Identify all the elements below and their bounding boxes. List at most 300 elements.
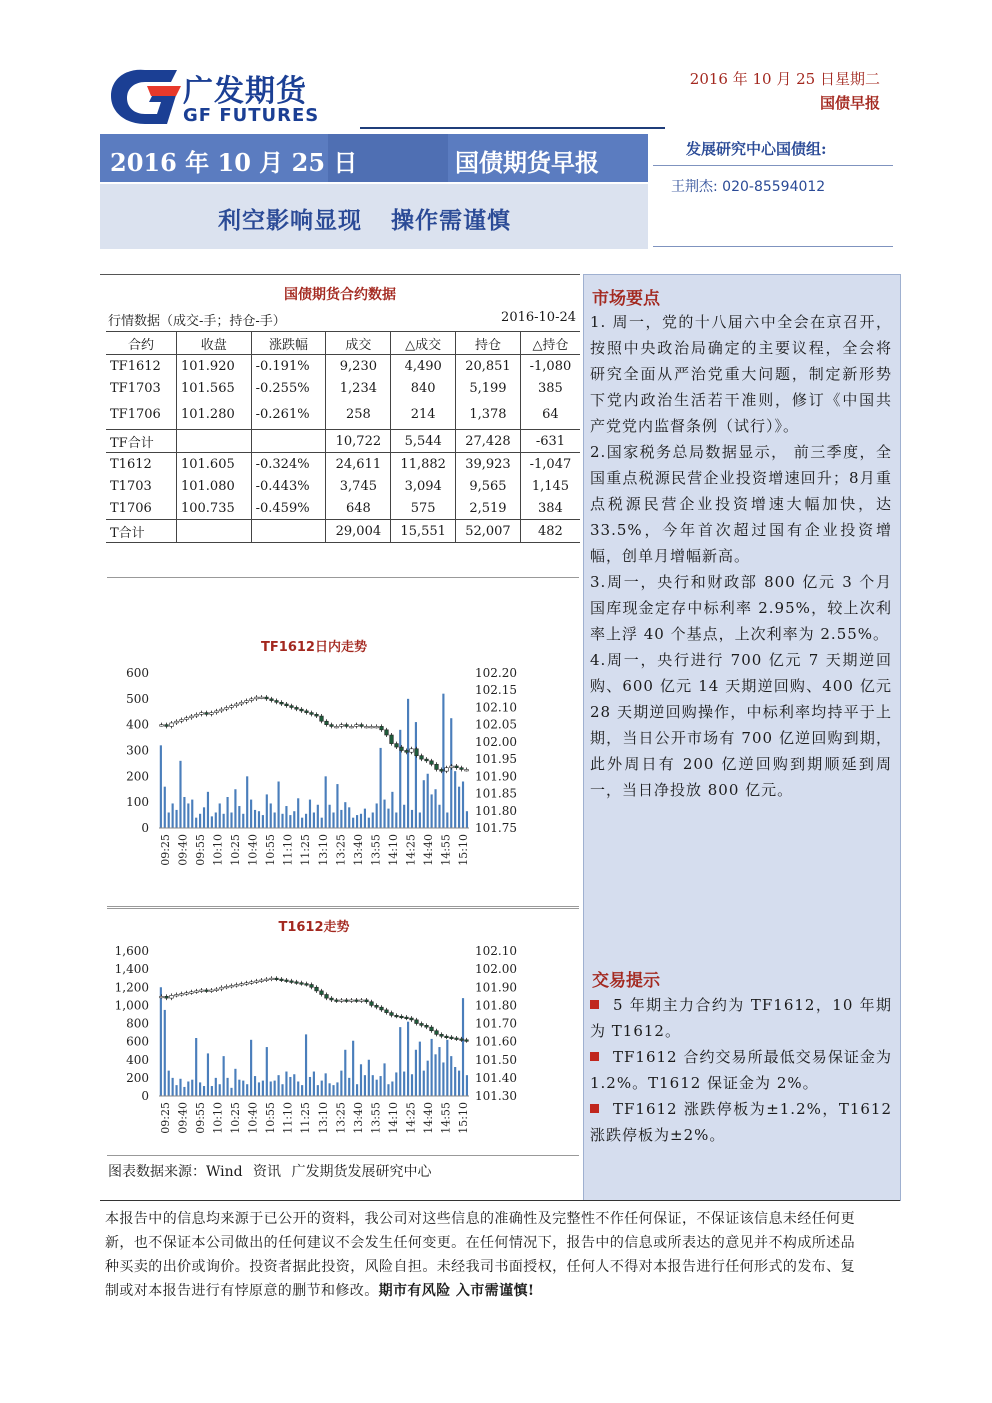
volume-bar xyxy=(442,694,444,828)
volume-bar xyxy=(262,815,264,828)
price-candle xyxy=(410,1018,414,1020)
volume-bar xyxy=(179,761,181,828)
volume-bar xyxy=(309,800,311,828)
price-candle xyxy=(425,1025,429,1027)
tips-list xyxy=(590,992,892,1148)
table-cell: 101.080 xyxy=(176,475,251,497)
x-tick-label: 11:25 xyxy=(299,834,313,866)
table-cell: 29,004 xyxy=(326,520,391,543)
price-candle xyxy=(355,725,359,727)
volume-bar xyxy=(336,1082,338,1096)
y-right-tick-label: 101.75 xyxy=(475,821,517,835)
price-candle xyxy=(445,768,449,771)
volume-bar xyxy=(242,1081,244,1096)
volume-bar xyxy=(434,1054,436,1096)
volume-bar xyxy=(160,745,162,828)
table-cell: -0.255% xyxy=(251,377,326,399)
x-tick-label: 13:25 xyxy=(334,834,348,866)
price-candle xyxy=(215,989,219,991)
y-right-tick-label: 101.95 xyxy=(475,752,517,767)
table-cell: 1,378 xyxy=(456,399,521,430)
volume-bar xyxy=(466,811,468,828)
price-candle xyxy=(420,1024,424,1026)
price-candle xyxy=(240,702,244,704)
volume-bar xyxy=(160,987,162,1096)
volume-bar xyxy=(203,807,205,828)
volume-bar xyxy=(281,1084,283,1096)
price-candle xyxy=(430,761,434,764)
price-candle xyxy=(210,990,214,992)
col-header: 收盘 xyxy=(176,332,251,355)
table-row xyxy=(106,497,580,520)
volume-bar xyxy=(364,1075,366,1096)
volume-bar xyxy=(242,814,244,828)
volume-bar xyxy=(313,813,315,829)
research-team: 发展研究中心国债组: xyxy=(686,140,827,158)
price-candle xyxy=(390,1013,394,1016)
x-tick-label: 14:40 xyxy=(421,1102,435,1134)
volume-bar xyxy=(411,1074,413,1096)
volume-bar xyxy=(172,1078,174,1096)
volume-bar xyxy=(407,1022,409,1096)
volume-bar xyxy=(172,803,174,828)
volume-bar xyxy=(391,792,393,828)
price-candle xyxy=(355,1000,359,1002)
price-candle xyxy=(225,986,229,988)
table-cell: 100.735 xyxy=(176,497,251,520)
volume-bar xyxy=(191,1080,193,1096)
price-candle xyxy=(220,987,224,989)
price-candle xyxy=(250,699,254,701)
volume-bar xyxy=(438,1047,440,1096)
volume-bar xyxy=(321,1081,323,1096)
table-cell: 840 xyxy=(391,377,456,399)
volume-bar xyxy=(372,1075,374,1096)
volume-bar xyxy=(238,806,240,828)
table-cell: 482 xyxy=(520,520,580,543)
price-candle xyxy=(330,725,334,727)
volume-bar xyxy=(258,1082,260,1096)
volume-bar xyxy=(340,1071,342,1096)
price-candle xyxy=(165,725,169,727)
volume-bar xyxy=(223,814,225,828)
price-candle xyxy=(305,984,309,986)
price-candle xyxy=(345,1000,349,1002)
price-candle xyxy=(275,978,279,980)
table-cell: 4,490 xyxy=(391,355,456,378)
price-candle xyxy=(455,766,459,768)
table-meta-date: 2016-10-24 xyxy=(501,310,576,325)
price-candle xyxy=(215,711,219,713)
table-cell: TF1703 xyxy=(110,380,161,396)
volume-bar xyxy=(195,818,197,828)
table-row xyxy=(106,453,580,476)
brand-name-cn: 广发期货 xyxy=(183,74,307,109)
y-left-tick-label: 400 xyxy=(126,1052,149,1067)
bullet-square-icon xyxy=(590,1104,599,1113)
y-right-tick-label: 101.30 xyxy=(475,1089,517,1103)
price-candle xyxy=(260,697,264,699)
volume-bar xyxy=(301,818,303,828)
price-candle xyxy=(170,995,174,998)
volume-bar xyxy=(368,818,370,828)
volume-bar xyxy=(376,1080,378,1096)
x-tick-label: 15:10 xyxy=(457,1102,470,1134)
chart-tf1612 xyxy=(107,578,579,906)
price-candle xyxy=(455,1038,459,1040)
table-cell: -1,047 xyxy=(520,453,580,476)
y-right-tick-label: 102.15 xyxy=(475,683,517,698)
x-tick-label: 10:55 xyxy=(264,834,278,866)
volume-bar xyxy=(187,1082,189,1097)
price-candle xyxy=(335,726,339,728)
volume-bar xyxy=(325,1073,327,1096)
x-tick-label: 10:25 xyxy=(229,834,243,866)
price-candle xyxy=(160,996,164,998)
chart-tf1612-box xyxy=(107,577,579,907)
volume-bar xyxy=(360,814,362,828)
volume-bar xyxy=(297,798,299,828)
volume-bar xyxy=(317,1085,319,1096)
x-tick-label: 14:10 xyxy=(386,834,400,866)
table-cell: 9,230 xyxy=(326,355,391,378)
price-candle xyxy=(325,995,329,999)
volume-bar xyxy=(238,1080,240,1096)
y-right-tick-label: 101.80 xyxy=(475,803,517,818)
price-candle xyxy=(450,766,454,768)
table-cell: -0.191% xyxy=(251,355,326,378)
volume-bar xyxy=(372,813,374,829)
volume-bar xyxy=(391,1082,393,1097)
y-left-tick-label: 200 xyxy=(126,769,149,784)
disclaimer xyxy=(105,1207,855,1303)
y-right-tick-label: 101.90 xyxy=(475,769,517,784)
col-header: 持仓 xyxy=(456,332,521,355)
volume-bar xyxy=(403,805,405,828)
y-left-tick-label: 1,000 xyxy=(114,998,149,1013)
col-header: 合约 xyxy=(106,332,176,355)
price-candle xyxy=(395,1015,399,1017)
volume-bar xyxy=(329,1083,331,1096)
chart-source: 图表数据来源：Wind 资讯 广发期货发展研究中心 xyxy=(108,1164,432,1180)
volume-bar xyxy=(305,1034,307,1096)
volume-bar xyxy=(289,815,291,828)
volume-bar xyxy=(258,811,260,828)
price-candle xyxy=(400,1016,404,1018)
volume-bar xyxy=(419,813,421,829)
volume-bar xyxy=(195,1038,197,1096)
header-rule xyxy=(360,127,665,129)
price-candle xyxy=(255,697,259,699)
volume-bar xyxy=(183,797,185,828)
volume-bar xyxy=(219,803,221,828)
table-cell: -1,080 xyxy=(520,355,580,378)
table-meta xyxy=(108,310,578,329)
price-candle xyxy=(285,704,289,706)
table-cell xyxy=(251,520,326,543)
volume-bar xyxy=(466,1075,468,1096)
price-candle xyxy=(360,1000,364,1002)
price-candle xyxy=(420,756,424,759)
volume-bar xyxy=(442,1062,444,1096)
volume-bar xyxy=(183,1087,185,1096)
y-right-tick-label: 101.60 xyxy=(475,1034,517,1049)
volume-bar xyxy=(226,1078,228,1096)
y-right-tick-label: 101.70 xyxy=(475,1016,517,1031)
volume-bar xyxy=(219,1084,221,1096)
col-header: 成交 xyxy=(326,332,391,355)
contract-table xyxy=(106,331,580,543)
table-cell: 1,145 xyxy=(520,475,580,497)
table-header-row xyxy=(106,332,580,355)
y-left-tick-label: 800 xyxy=(126,1016,149,1031)
price-candle xyxy=(265,979,269,981)
y-right-tick-label: 101.85 xyxy=(475,786,517,801)
table-cell: 5,544 xyxy=(391,430,456,453)
volume-bar xyxy=(175,1085,177,1096)
y-right-tick-label: 102.20 xyxy=(475,666,517,680)
x-tick-label: 10:10 xyxy=(211,1102,225,1134)
volume-bar xyxy=(254,810,256,828)
volume-bar xyxy=(329,805,331,828)
table-row xyxy=(106,377,580,399)
volume-bar xyxy=(230,813,232,829)
volume-bar xyxy=(434,789,436,828)
price-candle xyxy=(180,994,184,996)
volume-bar xyxy=(458,1071,460,1096)
volume-bar xyxy=(348,1078,350,1096)
volume-bar xyxy=(274,1081,276,1096)
x-tick-label: 09:55 xyxy=(194,1102,208,1134)
volume-bar xyxy=(450,1056,452,1096)
brand-name-en: GF FUTURES xyxy=(183,105,320,126)
volume-bar xyxy=(383,1063,385,1096)
volume-bar xyxy=(301,1085,303,1096)
volume-bar xyxy=(462,998,464,1096)
y-left-tick-label: 400 xyxy=(126,717,149,732)
volume-bar xyxy=(399,1027,401,1096)
price-candle xyxy=(325,721,329,724)
price-candle xyxy=(450,1037,454,1039)
tip-item xyxy=(590,992,892,1044)
table-cell: 39,923 xyxy=(456,453,521,476)
price-candle xyxy=(375,726,379,728)
volume-bar xyxy=(215,1078,217,1096)
x-tick-label: 13:10 xyxy=(316,1102,330,1134)
tip-text: TF1612 涨跌停板为±1.2%，T1612 涨跌停板为±2%。 xyxy=(590,1100,892,1144)
table-cell: 15,551 xyxy=(391,520,456,543)
volume-bar xyxy=(395,1072,397,1096)
volume-bar xyxy=(168,1071,170,1096)
volume-bar xyxy=(289,1077,291,1096)
volume-bar xyxy=(199,814,201,828)
table-row xyxy=(106,355,580,378)
price-candle xyxy=(265,697,269,699)
price-candle xyxy=(280,702,284,704)
price-candle xyxy=(235,704,239,706)
price-candle xyxy=(205,713,209,715)
volume-bar xyxy=(427,774,429,828)
chart-title: TF1612日内走势 xyxy=(261,640,367,655)
volume-bar xyxy=(285,1072,287,1096)
volume-bar xyxy=(175,810,177,828)
price-candle xyxy=(440,769,444,771)
price-candle xyxy=(175,721,179,723)
price-candle xyxy=(350,726,354,728)
volume-bar xyxy=(211,1086,213,1096)
volume-bar xyxy=(415,1050,417,1096)
y-right-tick-label: 102.10 xyxy=(475,944,517,958)
price-candle xyxy=(205,990,209,992)
volume-bar xyxy=(368,1060,370,1096)
price-candle xyxy=(340,725,344,727)
price-candle xyxy=(200,713,204,715)
price-candle xyxy=(400,747,404,750)
price-candle xyxy=(430,1027,434,1031)
volume-bar xyxy=(215,813,217,829)
price-candle xyxy=(170,723,174,726)
volume-bar xyxy=(395,813,397,829)
price-candle xyxy=(315,987,319,991)
volume-bar xyxy=(376,803,378,828)
table-cell: 101.605 xyxy=(176,453,251,476)
volume-bar xyxy=(454,1067,456,1096)
price-candle xyxy=(275,701,279,703)
report-title: 国债期货早报 xyxy=(455,148,599,177)
volume-bar xyxy=(321,818,323,828)
table-cell: T合计 xyxy=(106,520,176,543)
volume-bar xyxy=(234,1069,236,1096)
y-right-tick-label: 102.05 xyxy=(475,717,517,732)
volume-bar xyxy=(250,1040,252,1096)
market-title: 市场要点 xyxy=(592,289,660,309)
table-cell: 101.280 xyxy=(176,399,251,430)
price-candle xyxy=(285,980,289,982)
volume-bar xyxy=(332,813,334,829)
price-candle xyxy=(290,706,294,708)
table-cell: 2,519 xyxy=(456,497,521,520)
disclaimer-rule xyxy=(100,1200,900,1201)
tip-item xyxy=(590,1044,892,1096)
table-cell: 20,851 xyxy=(456,355,521,378)
table-cell: T1703 xyxy=(110,478,152,494)
volume-bar xyxy=(270,1082,272,1097)
market-point: 1. 周一，党的十八届六中全会在京召开，按照中央政治局确定的主要议程，全会将研究全面从严治党重大问题，制定新形势下党内政治生活若干准则，修订《中国共产党党内监督条例（试行）》。 xyxy=(590,313,892,435)
volume-bar xyxy=(207,1053,209,1096)
volume-bar xyxy=(281,814,283,828)
price-candle xyxy=(190,992,194,994)
price-candle xyxy=(240,984,244,986)
price-candle xyxy=(175,995,179,997)
market-point: 4.周一，央行进行 700 亿元 7 天期逆回购、600 亿元 14 天期逆回购、400 亿元 28 天期逆回购操作，中标利率均持平于上期，当日公开市场有 700 亿逆回购到期，此外周日有 200 亿逆回购到期顺延到周一，当日净投放 800 亿元。 xyxy=(590,651,892,799)
price-candle xyxy=(465,1040,469,1042)
y-left-tick-label: 600 xyxy=(126,666,149,680)
price-candle xyxy=(365,726,369,728)
table-cell: 9,565 xyxy=(456,475,521,497)
market-point: 3.周一，央行和财政部 800 亿元 3 个月国库现金定存中标利率 2.95%，较上次利率上浮 40 个基点，上次利率为 2.55%。 xyxy=(590,573,892,643)
table-cell: T1612 xyxy=(110,456,152,472)
x-tick-label: 13:40 xyxy=(351,1102,365,1134)
x-tick-label: 13:10 xyxy=(316,834,330,866)
volume-bar xyxy=(364,809,366,828)
volume-bar xyxy=(246,776,248,828)
price-candle xyxy=(445,1036,449,1038)
x-tick-label: 11:25 xyxy=(299,1102,313,1134)
analyst-contact: 王荆杰: 020-85594012 xyxy=(671,179,826,195)
market-point: 2.国家税务总局数据显示， 前三季度，全国重点税源民营企业投资增速回升；8月重点税源民营企业投资增速大幅加快，达 33.5%，今年首次超过国有企业投资增幅，创单月增幅新高。 xyxy=(590,443,892,565)
table-cell: TF合计 xyxy=(106,430,176,453)
price-candle xyxy=(245,983,249,985)
table-cell: TF1706 xyxy=(110,406,161,422)
table-cell: -0.443% xyxy=(251,475,326,497)
x-tick-label: 13:55 xyxy=(369,834,383,866)
table-row xyxy=(106,520,580,543)
price-candle xyxy=(180,720,184,722)
price-candle xyxy=(300,709,304,711)
table-cell: 24,611 xyxy=(326,453,391,476)
volume-bar xyxy=(344,1050,346,1096)
price-candle xyxy=(405,751,409,753)
table-cell xyxy=(176,520,251,543)
volume-bar xyxy=(317,805,319,828)
price-candle xyxy=(190,716,194,718)
price-candle xyxy=(230,985,234,987)
price-candle xyxy=(255,981,259,983)
col-header: 涨跌幅 xyxy=(251,332,326,355)
price-candle xyxy=(345,725,349,727)
y-left-tick-label: 500 xyxy=(126,691,149,706)
volume-bar xyxy=(234,789,236,828)
price-candle xyxy=(260,980,264,982)
table-cell: 1,234 xyxy=(326,377,391,399)
x-tick-label: 09:55 xyxy=(194,834,208,866)
y-left-tick-label: 1,200 xyxy=(114,980,149,995)
x-tick-label: 13:55 xyxy=(369,1102,383,1134)
y-right-tick-label: 102.00 xyxy=(475,734,517,749)
table-cell xyxy=(176,430,251,453)
price-candle xyxy=(440,1034,444,1036)
volume-bar xyxy=(285,806,287,828)
y-left-tick-label: 100 xyxy=(126,795,149,810)
price-candle xyxy=(435,1031,439,1035)
price-candle xyxy=(295,707,299,709)
price-candle xyxy=(310,985,314,988)
volume-bar xyxy=(199,1082,201,1096)
chart-t1612 xyxy=(107,909,579,1155)
y-left-tick-label: 0 xyxy=(141,1089,149,1103)
price-candle xyxy=(310,713,314,715)
volume-bar xyxy=(423,780,425,828)
volume-bar xyxy=(387,1084,389,1096)
x-tick-label: 10:40 xyxy=(246,834,260,866)
volume-bar xyxy=(427,1061,429,1096)
price-candle xyxy=(370,726,374,728)
price-candle xyxy=(380,726,384,729)
y-left-tick-label: 1,600 xyxy=(114,944,149,958)
col-header: △成交 xyxy=(391,332,456,355)
price-candle xyxy=(395,744,399,747)
col-header: △持仓 xyxy=(520,332,580,355)
price-candle xyxy=(210,713,214,715)
table-cell: 214 xyxy=(391,399,456,430)
table-cell: 384 xyxy=(520,497,580,520)
x-tick-label: 14:55 xyxy=(439,834,453,866)
table-cell: 64 xyxy=(520,399,580,430)
volume-bar xyxy=(313,1072,315,1096)
header-date-weekday: 2016 年 10 月 25 日星期二 xyxy=(689,70,880,88)
price-candle xyxy=(405,1017,409,1019)
price-candle xyxy=(320,716,324,721)
